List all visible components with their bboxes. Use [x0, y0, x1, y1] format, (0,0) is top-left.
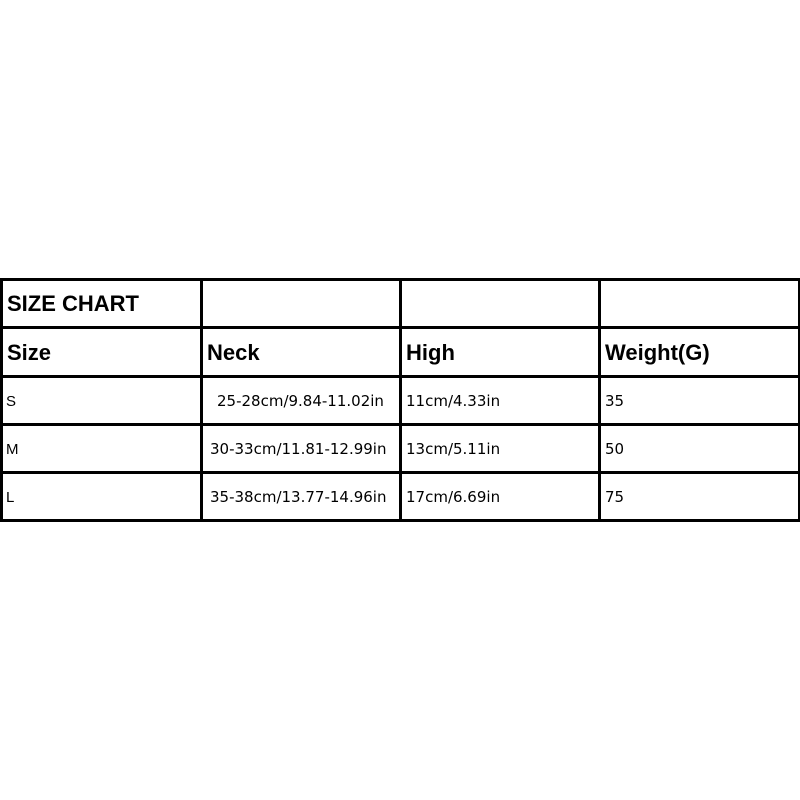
column-header-weight: Weight(G)	[600, 328, 800, 377]
column-header-high: High	[401, 328, 600, 377]
column-header-size: Size	[2, 328, 202, 377]
weight-cell: 75	[600, 473, 800, 521]
header-row	[2, 328, 800, 377]
high-cell: 11cm/4.33in	[401, 377, 600, 425]
neck-cell: 25-28cm/9.84-11.02in	[202, 377, 401, 425]
high-cell: 17cm/6.69in	[401, 473, 600, 521]
size-chart-table	[0, 278, 800, 522]
table-title: SIZE CHART	[2, 280, 202, 328]
neck-cell: 35-38cm/13.77-14.96in	[202, 473, 401, 521]
table-row	[2, 377, 800, 425]
empty-cell	[202, 280, 401, 328]
size-cell: S	[2, 377, 202, 425]
high-cell: 13cm/5.11in	[401, 425, 600, 473]
table-row	[2, 473, 800, 521]
weight-cell: 35	[600, 377, 800, 425]
column-header-neck: Neck	[202, 328, 401, 377]
weight-cell: 50	[600, 425, 800, 473]
size-cell: M	[2, 425, 202, 473]
neck-cell: 30-33cm/11.81-12.99in	[202, 425, 401, 473]
empty-cell	[600, 280, 800, 328]
size-cell: L	[2, 473, 202, 521]
table-row	[2, 425, 800, 473]
empty-cell	[401, 280, 600, 328]
title-row	[2, 280, 800, 328]
